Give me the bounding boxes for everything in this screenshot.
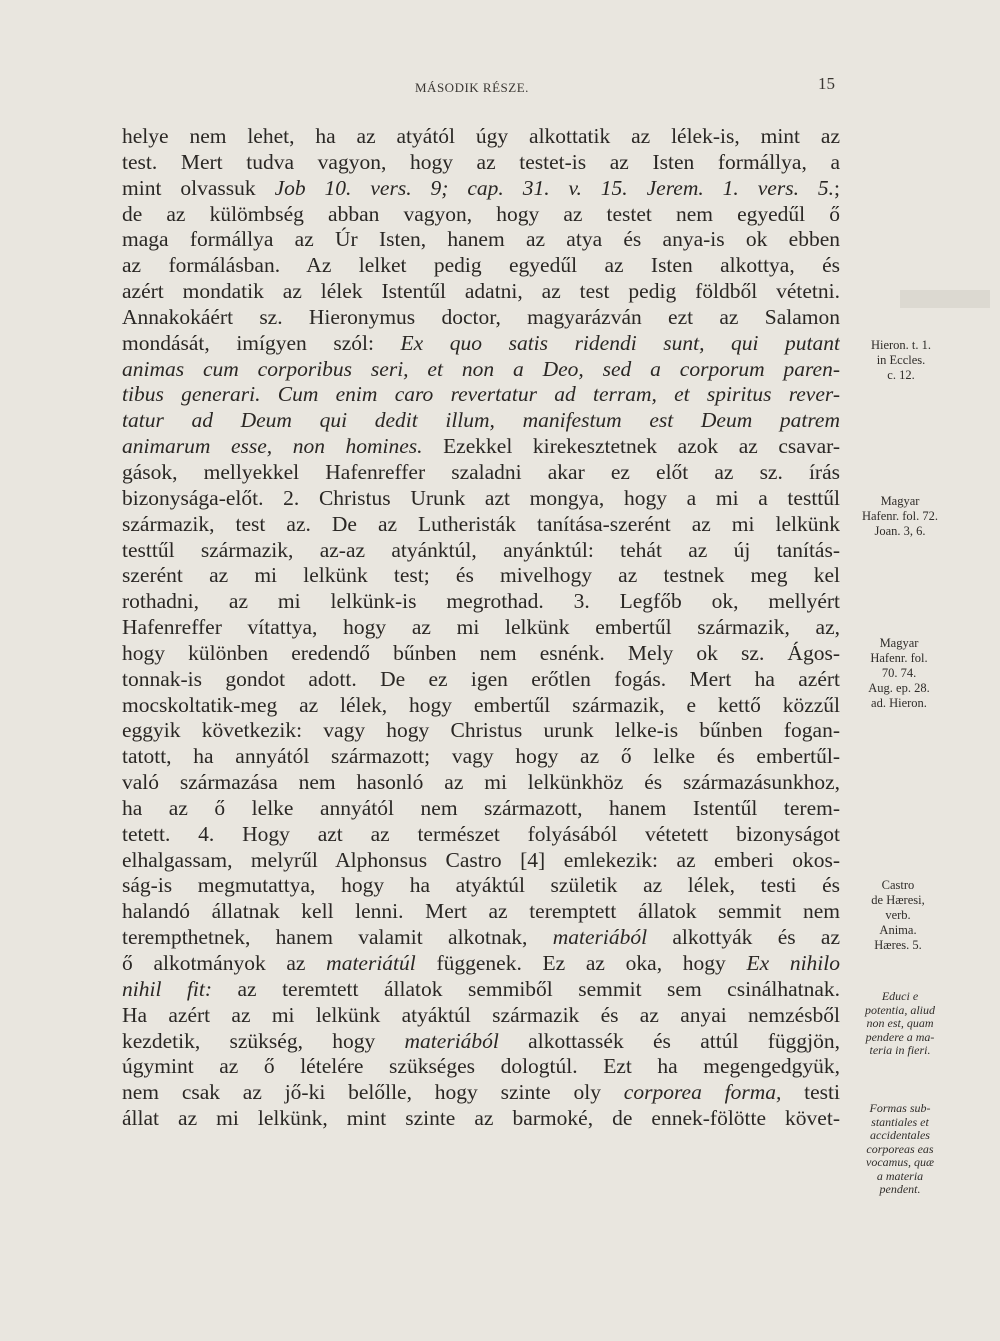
text-line: hogy különben eredendő bűnben nem esnénk. Mely ok sz. Ágos- xyxy=(122,640,840,665)
text-line: gások, mellyekkel Hafenreffer szaladni akar ez előt az sz. írás xyxy=(122,459,840,484)
margin-note-line: Hæres. 5. xyxy=(874,938,922,952)
text-line: animarum esse, non homines. Ezekkel kirekesztetnek azok az csavar- xyxy=(122,434,840,459)
margin-note-line: Anima. xyxy=(879,923,917,937)
margin-note-magyar-1 xyxy=(844,494,956,539)
text-line: rothadni, az mi lelkünk-is megrothad. 3. Legfőb ok, mellyért xyxy=(122,589,840,614)
text-line: úgymint az ő lételére szükséges dologtúl. Ezt ha megengedgyük, xyxy=(122,1054,840,1079)
margin-note-line: non est, quam xyxy=(866,1016,934,1030)
margin-note-line: Joan. 3, 6. xyxy=(874,524,926,538)
margin-note-line: Magyar xyxy=(879,636,919,650)
text-line: ha az ő lelke annyától nem származott, hanem Istentűl terem- xyxy=(122,795,840,820)
text-line: tonnak-is gondot adott. De ez igen erőtlen fogás. Mert ha azért xyxy=(122,666,840,691)
margin-note-line: Educi e xyxy=(881,989,919,1003)
text-line: nihil fit: az teremtett állatok semmiből semmit sem csinálhatnak. xyxy=(122,976,840,1001)
text-line: Annakokáért sz. Hieronymus doctor, magyarázván ezt az Salamon xyxy=(122,304,840,329)
margin-note-line: stantiales et xyxy=(871,1114,929,1129)
margin-note-line: c. 12. xyxy=(887,368,915,382)
text-line: tetett. 4. Hogy azt az természet folyásából vétetett bizonyságot xyxy=(122,821,840,846)
text-line: származik, test az. De az Lutheristák tanítása-szerént az mi lelkünk xyxy=(122,511,840,536)
margin-note-line: teria in fieri. xyxy=(869,1043,931,1057)
margin-note-line: pendere a ma- xyxy=(865,1029,935,1044)
text-line: tibus generari. Cum enim caro revertatur ad terram, et spiritus rever- xyxy=(122,382,840,407)
margin-note-formas xyxy=(840,1102,960,1197)
margin-note-educi xyxy=(840,990,960,1058)
body-text xyxy=(122,124,840,1132)
text-line: maga formállya az Úr Isten, hanem az atya és anya-is ok ebben xyxy=(122,227,840,252)
margin-note-line: a materia xyxy=(876,1168,924,1183)
margin-note-line: corporeas eas xyxy=(866,1141,934,1156)
text-line: ő alkotmányok az materiátúl függenek. Ez az oka, hogy Ex nihilo xyxy=(122,951,840,975)
bleed-through-mark xyxy=(900,290,990,308)
margin-note-line: vocamus, quæ xyxy=(866,1155,934,1169)
margin-note-line: Castro xyxy=(881,878,915,892)
margin-note-line: Hafenr. fol. 72. xyxy=(861,509,939,523)
margin-note-line: potentia, aliud xyxy=(865,1002,935,1017)
text-line: de az külömbség abban vagyon, hogy az testet nem egyedűl ő xyxy=(122,201,840,226)
text-line: tatott, ha annyától származott; vagy hogy az ő lelke és embertűl- xyxy=(122,744,840,769)
text-line: bizonysága-előt. 2. Christus Urunk azt mongya, hogy a mi a testtűl xyxy=(122,485,840,510)
text-line: mint olvassuk Job 10. vers. 9; cap. 31. v. 15. Jerem. 1. vers. 5.; xyxy=(122,175,840,200)
margin-note-line: Aug. ep. 28. xyxy=(868,681,930,695)
running-header: MÁSODIK RÉSZE. xyxy=(415,80,529,95)
margin-note-line: Formas sub- xyxy=(869,1101,931,1115)
margin-note-line: Hieron. t. 1. xyxy=(870,338,932,352)
page-number: 15 xyxy=(818,74,835,93)
margin-note-hieron xyxy=(846,338,956,383)
text-line: Ha azért az mi lelkünk atyáktúl származik és az anyai nemzésből xyxy=(122,1002,840,1027)
margin-note-line: de Hæresi, xyxy=(871,893,925,907)
text-line: nem csak az jő-ki belőlle, hogy szinte oly corporea forma, testi xyxy=(122,1080,840,1105)
margin-note-magyar-2 xyxy=(846,636,952,711)
text-line: állat az mi lelkünk, mint szinte az barmoké, de ennek-fölötte követ- xyxy=(122,1106,840,1131)
text-line: halandó állatnak kell lenni. Mert az teremptett állatok semmit nem xyxy=(122,899,840,924)
text-line: az formálásban. Az lelket pedig egyedűl az Isten alkottya, és xyxy=(122,253,840,278)
text-line: kezdetik, szükség, hogy materiából alkottassék és attúl függjön, xyxy=(122,1028,840,1053)
margin-note-line: in Eccles. xyxy=(876,353,926,367)
text-line: testtűl származik, az-az atyánktúl, anyánktúl: tehát az új tanítás- xyxy=(122,537,840,562)
margin-note-castro xyxy=(848,878,948,953)
margin-note-line: 70. 74. xyxy=(881,666,917,680)
text-line: ság-is megmutattya, hogy ha atyáktúl születik az lélek, testi és xyxy=(122,873,840,898)
text-line: Hafenreffer vítattya, hogy az mi lelkünk embertűl származik, az, xyxy=(122,615,840,640)
text-line: terempthetnek, hanem valamit alkotnak, materiából alkottyák és az xyxy=(122,925,840,950)
text-line: való származása nem hasonló az mi lelkünkhöz és származásunkhoz, xyxy=(122,770,840,795)
margin-note-line: accidentales xyxy=(870,1128,930,1142)
text-line: szerént az mi lelkünk test; és mivelhogy az testnek meg kel xyxy=(122,563,840,588)
margin-note-line: verb. xyxy=(885,908,911,922)
margin-note-line: Magyar xyxy=(880,494,920,508)
margin-note-line: Hafenr. fol. xyxy=(870,651,928,665)
text-line: elhalgassam, melyrűl Alphonsus Castro [4] emlekezik: az emberi okos- xyxy=(122,847,840,872)
text-line: eggyik következik: vagy hogy Christus urunk lelke-is bűnben fogan- xyxy=(122,718,840,743)
margin-note-line: ad. Hieron. xyxy=(871,696,927,710)
text-line: animas cum corporibus seri, et non a Deo, sed a corporum paren- xyxy=(122,356,840,381)
text-line: mondását, imígyen szól: Ex quo satis ridendi sunt, qui putant xyxy=(122,330,840,355)
text-line: helye nem lehet, ha az atyától úgy alkottatik az lélek-is, mint az xyxy=(122,124,840,148)
text-line: azért mondatik az lélek Istentűl adatni, az test pedig földből vétetni. xyxy=(122,279,840,304)
text-line: test. Mert tudva vagyon, hogy az testet-is az Isten formállya, a xyxy=(122,149,840,174)
margin-note-line: pendent. xyxy=(879,1182,921,1196)
text-line: tatur ad Deum qui dedit illum, manifestum est Deum patrem xyxy=(122,408,840,433)
text-line: mocskoltatik-meg az lélek, hogy embertűl származik, e kettő közzűl xyxy=(122,692,840,717)
